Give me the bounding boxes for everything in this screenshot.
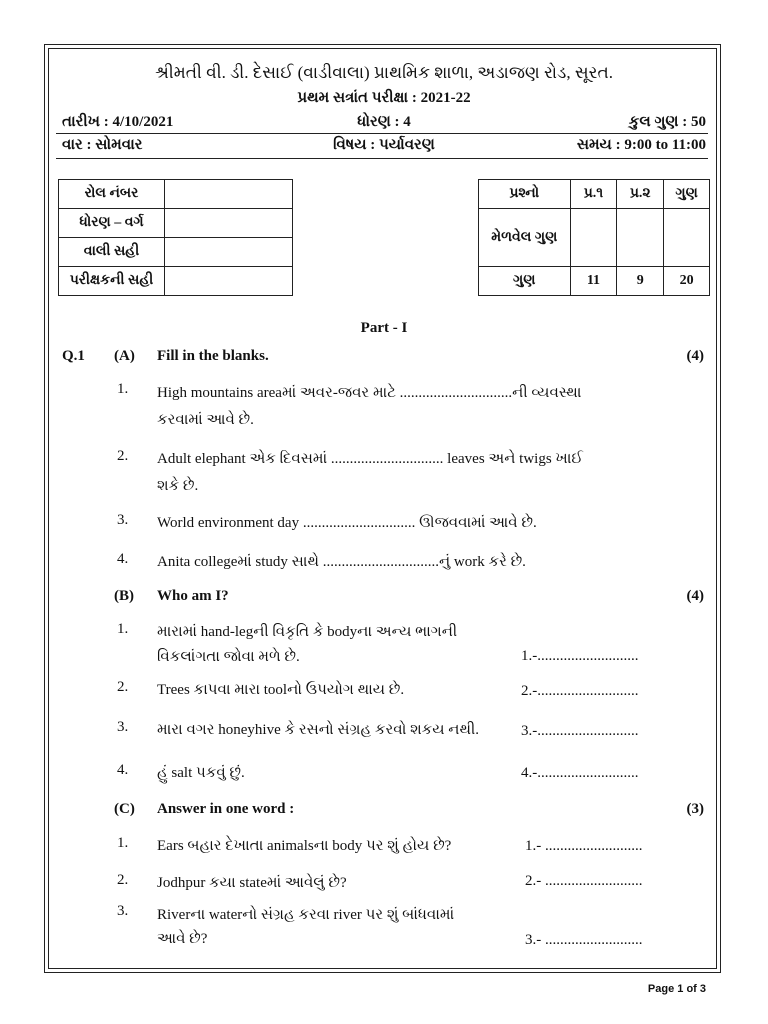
question-text: Adult elephant એક દિવસમાં .............................. leaves અને twigs ખાઈ [157, 451, 583, 467]
item-number: 2. [117, 872, 129, 888]
header-divider-1 [56, 133, 708, 134]
q2-obtained-field[interactable] [617, 209, 664, 267]
questions-header: પ્રશ્નો [479, 180, 571, 209]
table-row [59, 267, 293, 296]
answer-blank[interactable]: 1.-........................... [521, 648, 639, 664]
section-c-marks: (3) [686, 801, 704, 817]
total-max-marks: 20 [664, 267, 710, 296]
question-text: Ears બહાર દેખાતા animalsના body પર શું હોય છે? [157, 838, 452, 854]
item-number: 1. [117, 621, 129, 637]
q2-max-marks: 9 [617, 267, 664, 296]
answer-blank[interactable]: 2.-........................... [521, 683, 639, 699]
table-row [479, 180, 710, 209]
answer-blank[interactable]: 2.- .......................... [525, 873, 643, 889]
question-text: Riverના waterનો સંગ્રહ કરવા river પર શું બાંધવામાં [157, 907, 455, 923]
q1-max-marks: 11 [570, 267, 617, 296]
school-name: શ્રીમતી વી. ડી. દેસાઈ (વાડીવાલા) પ્રાથમિક શાળા, અડાજણ રોડ, સૂરત. [155, 63, 613, 82]
section-c-label: (C) [114, 801, 135, 817]
question-text: Jodhpur કયા stateમાં આવેલું છે? [157, 875, 347, 891]
table-row [479, 209, 710, 267]
roll-number-field[interactable] [165, 180, 293, 209]
table-row [59, 180, 293, 209]
answer-blank[interactable]: 3.- .......................... [525, 932, 643, 948]
q1-obtained-field[interactable] [570, 209, 617, 267]
section-a-title: Fill in the blanks. [157, 348, 269, 364]
student-info-table [58, 179, 293, 296]
answer-blank[interactable]: 3.-........................... [521, 723, 639, 739]
exam-title: પ્રથમ સત્રાંત પરીક્ષા : 2021-22 [297, 90, 471, 106]
table-row [59, 238, 293, 267]
answer-blank[interactable]: 1.- .......................... [525, 838, 643, 854]
item-number: 2. [117, 448, 129, 464]
total-marks: કુલ ગુણ : 50 [628, 114, 706, 130]
section-b-marks: (4) [686, 588, 704, 604]
max-marks-label: ગુણ [479, 267, 571, 296]
q2-header: પ્ર.૨ [617, 180, 664, 209]
part-title: Part - I [360, 320, 408, 336]
question-number: Q.1 [62, 348, 85, 364]
question-text-cont: આવે છે? [157, 931, 208, 947]
table-row [59, 209, 293, 238]
exam-time: સમય : 9:00 to 11:00 [576, 137, 706, 153]
obtained-marks-label: મેળવેલ ગુણ [479, 209, 571, 267]
question-text-cont: કરવામાં આવે છે. [157, 412, 254, 428]
item-number: 4. [117, 762, 129, 778]
marks-header: ગુણ [664, 180, 710, 209]
total-obtained-field[interactable] [664, 209, 710, 267]
roll-number-label: રોલ નંબર [59, 180, 165, 209]
question-text: હું salt પકવું છું. [157, 765, 245, 781]
class-division-field[interactable] [165, 209, 293, 238]
item-number: 2. [117, 679, 129, 695]
item-number: 1. [117, 835, 129, 851]
parent-signature-label: વાલી સહી [59, 238, 165, 267]
question-text: Trees કાપવા મારા toolનો ઉપયોગ થાય છે. [157, 682, 405, 698]
class-division-label: ધોરણ – વર્ગ [59, 209, 165, 238]
header-divider-2 [56, 158, 708, 159]
section-c-title: Answer in one word : [157, 801, 295, 817]
answer-blank[interactable]: 4.-........................... [521, 765, 639, 781]
section-a-marks: (4) [686, 348, 704, 364]
subject: વિષય : પર્યાવરણ [333, 137, 435, 153]
exam-date: તારીખ : 4/10/2021 [62, 114, 174, 130]
standard: ધોરણ : 4 [357, 114, 411, 130]
item-number: 3. [117, 719, 129, 735]
marks-table [478, 179, 710, 296]
question-text: મારા વગર honeyhive કે રસનો સંગ્રહ કરવો શકય નથી. [157, 722, 480, 738]
section-b-label: (B) [114, 588, 134, 604]
item-number: 1. [117, 381, 129, 397]
item-number: 4. [117, 551, 129, 567]
question-text: World environment day .............................. ઊજવવામાં આવે છે. [157, 515, 537, 531]
exam-day: વાર : સોમવાર [62, 137, 143, 153]
table-row [479, 267, 710, 296]
section-b-title: Who am I? [157, 588, 229, 604]
parent-signature-field[interactable] [165, 238, 293, 267]
item-number: 3. [117, 512, 129, 528]
examiner-signature-field[interactable] [165, 267, 293, 296]
question-text: Anita collegeમાં study સાથે ...............................નું work કરે છે. [157, 554, 526, 570]
question-text: મારામાં hand-legની વિકૃતિ કે bodyના અન્ય ભાગની [157, 624, 458, 640]
q1-header: પ્ર.૧ [570, 180, 617, 209]
question-text-cont: શકે છે. [157, 478, 199, 494]
examiner-signature-label: પરીક્ષકની સહી [59, 267, 165, 296]
item-number: 3. [117, 903, 129, 919]
section-a-label: (A) [114, 348, 135, 364]
page-number: Page 1 of 3 [647, 983, 706, 995]
question-text-cont: વિકલાંગતા જોવા મળે છે. [157, 649, 300, 665]
question-text: High mountains areaમાં અવર-જવર માટે ..............................ની વ્યવસ્થા [157, 385, 582, 401]
